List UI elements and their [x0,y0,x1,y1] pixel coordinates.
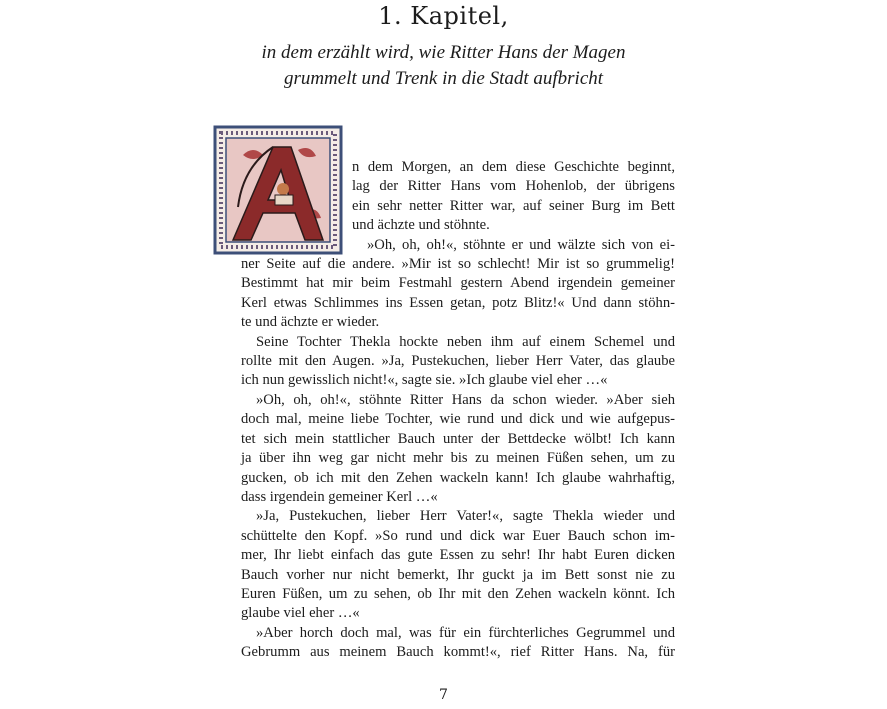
text-line: dass irgendein gemeiner Kerl …« [241,488,438,505]
text-line: schüttelte den Kopf. »So rund und dick war Euer Bauch schon im- [241,527,675,544]
text-line: Seine Tochter Thekla hockte neben ihm auf einem Schemel und [256,333,675,350]
text-line: doch mal, meine liebe Tochter, wie rund und dick und wie aufgepus- [241,411,675,428]
text-line: mer, Ihr liebt einfach das gute Essen zu sehr! Ihr habt Euren dicken [241,547,675,564]
text-line: te und ächzte er wieder. [241,314,380,331]
text-line: Gebrumm aus meinem Bauch kommt!«, rief Ritter Hans. Na, für [241,644,675,661]
text-line: »Ja, Pustekuchen, lieber Herr Vater!«, sagte Thekla wieder und [256,508,675,525]
subtitle-line: in dem erzählt wird, wie Ritter Hans der Magen [261,42,626,63]
chapter-title: 1. Kapitel, [378,2,509,30]
text-line: ein sehr netter Ritter war, auf seiner Burg im Bett [352,197,675,214]
chapter-subtitle [0,40,887,92]
text-line: Bauch vorher nur nicht bemerkt, Ihr guckt ja im Bett sonst nie zu [241,566,675,583]
page-number: 7 [439,687,448,703]
text-line: n dem Morgen, an dem diese Geschichte beginnt, [352,159,675,175]
text-line: ich nun gewisslich nicht!«, sagte sie. »Ich glaube viel eher …« [241,372,608,389]
text-line: gucken, ob ich mit den Zehen wackeln kann! Ich glaube wahrhaftig, [241,469,675,486]
text-line: rollte mit den Augen. »Ja, Pustekuchen, lieber Herr Vater, das glaube [241,353,675,370]
body-text [241,158,675,663]
text-line: glaube viel eher …« [241,605,360,622]
text-line: »Oh, oh, oh!«, stöhnte Ritter Hans da schon wieder. »Aber sieh [256,391,675,408]
text-line: lag der Ritter Hans vom Hohenlob, der übrigens [352,178,675,195]
subtitle-line: grummelt und Trenk in die Stadt aufbricht [283,68,604,89]
text-line: tet sich mein stattlicher Bauch unter der Bettdecke wölbt! Ich kann [241,430,675,447]
text-line: Kerl etwas Schlimmes ins Essen getan, potz Blitz!« Und dann stöhn- [241,294,675,311]
text-line: »Aber horch doch mal, was für ein fürchterliches Gegrummel und [256,624,675,641]
text-line: »Oh, oh, oh!«, stöhnte er und wälzte sich von ei- [367,236,675,253]
text-line: ner Seite auf die andere. »Mir ist so schlecht! Mir ist so grummelig! [241,256,675,273]
text-line: Bestimmt hat mir beim Festmahl gestern Abend irgendein gemeiner [241,275,675,292]
text-line: und ächzte und stöhnte. [352,217,490,234]
text-line: Euren Füßen, um zu sehen, ob Ihr mit den Zehen wackeln könnt. Ich [241,585,675,602]
text-line: ja über ihn weg gar nicht mehr bis zu meinen Füßen sehen, um zu [241,450,675,467]
